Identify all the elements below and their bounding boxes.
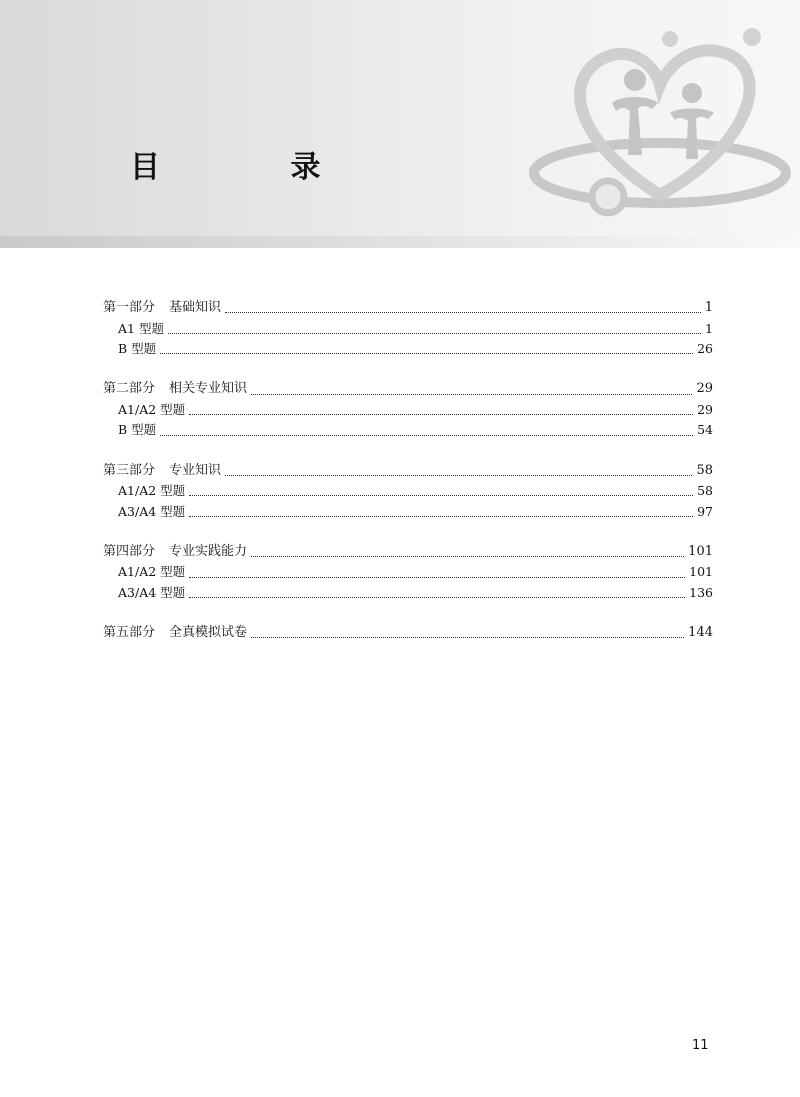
- toc-part-number: 第一部分: [103, 300, 156, 315]
- toc-part-number: 第五部分: [103, 625, 156, 641]
- dot-leader: [189, 596, 685, 598]
- dot-leader: [225, 311, 701, 313]
- toc-item-label: A1 型题: [118, 320, 164, 336]
- toc-page-number: 136: [689, 585, 713, 601]
- page-title: 目 录: [130, 150, 381, 185]
- toc-part-row[interactable]: [103, 623, 713, 644]
- toc-item-row[interactable]: [103, 339, 713, 360]
- header-strip: [0, 236, 800, 248]
- toc-page-number: 26: [697, 341, 713, 357]
- toc-page-number: 1: [704, 300, 713, 315]
- toc-part-title: 专业实践能力: [169, 543, 248, 559]
- toc-page-number: 144: [688, 625, 713, 641]
- toc-page-number: 101: [689, 564, 713, 580]
- toc-part: [103, 542, 713, 604]
- toc-page-number: 101: [688, 543, 713, 559]
- toc-part-number: 第二部分: [103, 381, 156, 397]
- toc-part-number: 第四部分: [103, 543, 156, 559]
- toc-item-row[interactable]: [103, 562, 713, 583]
- dot-leader: [251, 555, 684, 557]
- toc-item-label: A1/A2 型题: [118, 483, 186, 499]
- toc-page-number: 58: [696, 462, 713, 478]
- toc-page-number: 97: [697, 503, 713, 519]
- toc-part-row[interactable]: [103, 298, 713, 319]
- toc-part: [103, 379, 713, 441]
- toc-part-row[interactable]: [103, 542, 713, 563]
- dot-leader: [160, 352, 693, 354]
- toc-page-number: 29: [696, 381, 713, 397]
- toc-item-row[interactable]: [103, 420, 713, 441]
- dot-leader: [160, 434, 693, 436]
- toc-part-title: 相关专业知识: [169, 381, 248, 397]
- dot-leader: [189, 413, 693, 415]
- header-banner: [0, 0, 800, 236]
- toc-item-label: B 型题: [118, 422, 157, 438]
- toc-item-label: B 型题: [118, 341, 157, 357]
- toc-part: [103, 623, 713, 644]
- page-number: 11: [692, 1038, 709, 1053]
- family-heart-stethoscope-icon: [520, 25, 800, 230]
- toc-part-title: 基础知识: [169, 300, 222, 315]
- toc-page-number: 1: [705, 320, 713, 336]
- dot-leader: [189, 494, 693, 496]
- toc-item-row[interactable]: [103, 502, 713, 523]
- toc-item-label: A1/A2 型题: [118, 401, 186, 417]
- toc-item-row[interactable]: [103, 481, 713, 502]
- dot-leader: [251, 393, 692, 395]
- toc-item-row[interactable]: [103, 583, 713, 604]
- dot-leader: [225, 474, 692, 476]
- toc-part-title: 全真模拟试卷: [169, 625, 248, 641]
- dot-leader: [189, 515, 693, 517]
- toc-item-label: A3/A4 型题: [118, 503, 186, 519]
- toc-page-number: 29: [697, 401, 713, 417]
- table-of-contents: [103, 298, 713, 663]
- toc-item-row[interactable]: [103, 400, 713, 421]
- toc-part: [103, 461, 713, 523]
- toc-part-row[interactable]: [103, 379, 713, 400]
- toc-page-number: 54: [697, 422, 713, 438]
- dot-leader: [189, 576, 685, 578]
- toc-part: [103, 298, 713, 360]
- dot-leader: [251, 636, 684, 638]
- toc-item-label: A3/A4 型题: [118, 585, 186, 601]
- toc-page-number: 58: [697, 483, 713, 499]
- toc-part-number: 第三部分: [103, 462, 156, 478]
- toc-item-row[interactable]: [103, 319, 713, 340]
- toc-part-row[interactable]: [103, 461, 713, 482]
- toc-item-label: A1/A2 型题: [118, 564, 186, 580]
- toc-part-title: 专业知识: [169, 462, 222, 478]
- dot-leader: [168, 332, 701, 334]
